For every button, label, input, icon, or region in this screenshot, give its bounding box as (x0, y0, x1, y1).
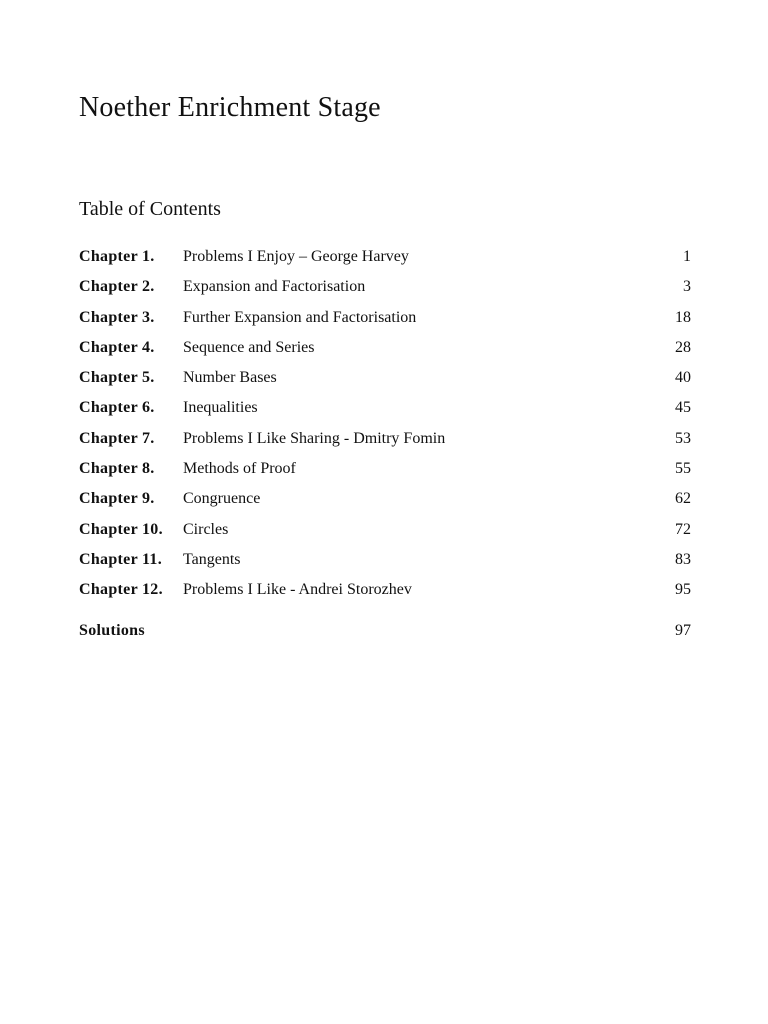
toc-page-number: 72 (675, 520, 691, 538)
toc-chapter-title: Circles (183, 520, 229, 538)
toc-page-number: 55 (675, 460, 691, 478)
toc-chapter-title: Congruence (183, 490, 261, 508)
toc-entry (79, 276, 691, 306)
toc-entry (79, 549, 691, 579)
toc-chapter-label: Chapter 7. (79, 429, 155, 447)
toc-chapter-label: Chapter 3. (79, 308, 155, 326)
toc-page-number: 95 (675, 581, 691, 599)
toc-entry (79, 246, 691, 276)
toc-page-number: 45 (675, 399, 691, 417)
toc-chapter-title: Tangents (183, 550, 241, 568)
toc-page-number: 40 (675, 369, 691, 387)
toc-chapter-label: Chapter 6. (79, 399, 155, 417)
toc-solutions-label: Solutions (79, 622, 145, 639)
table-of-contents (79, 246, 691, 610)
toc-chapter-label: Chapter 2. (79, 278, 155, 296)
page-title: Noether Enrichment Stage (79, 92, 381, 123)
toc-heading: Table of Contents (79, 198, 221, 220)
toc-page-number: 97 (675, 622, 691, 639)
toc-chapter-title: Inequalities (183, 399, 258, 417)
toc-chapter-label: Chapter 11. (79, 550, 163, 568)
toc-chapter-title: Further Expansion and Factorisation (183, 308, 417, 326)
toc-chapter-label: Chapter 8. (79, 460, 155, 478)
toc-chapter-label: Chapter 9. (79, 490, 155, 508)
toc-entry (79, 307, 691, 337)
toc-chapter-label: Chapter 12. (79, 581, 163, 599)
toc-entry (79, 397, 691, 427)
toc-page-number: 3 (683, 278, 691, 296)
toc-chapter-title: Number Bases (183, 369, 277, 387)
toc-entry (79, 488, 691, 518)
toc-page-number: 28 (675, 338, 691, 356)
toc-chapter-label: Chapter 5. (79, 369, 155, 387)
toc-page-number: 18 (675, 308, 691, 326)
toc-entry (79, 579, 691, 609)
toc-page-number: 62 (675, 490, 691, 508)
toc-chapter-title: Expansion and Factorisation (183, 278, 366, 296)
toc-entry (79, 519, 691, 549)
toc-chapter-label: Chapter 4. (79, 338, 155, 356)
toc-entry (79, 428, 691, 458)
toc-entry (79, 337, 691, 367)
toc-page-number: 1 (683, 248, 691, 265)
toc-chapter-title: Problems I Like - Andrei Storozhev (183, 581, 412, 599)
toc-solutions-entry (79, 620, 691, 642)
toc-chapter-title: Problems I Like Sharing - Dmitry Fomin (183, 429, 446, 447)
toc-entry (79, 458, 691, 488)
toc-chapter-label: Chapter 1. (79, 248, 155, 265)
toc-entry (79, 367, 691, 397)
toc-chapter-title: Methods of Proof (183, 460, 296, 478)
toc-chapter-title: Sequence and Series (183, 338, 315, 356)
toc-page-number: 83 (675, 550, 691, 568)
toc-page-number: 53 (675, 429, 691, 447)
toc-chapter-title: Problems I Enjoy – George Harvey (183, 248, 409, 265)
toc-chapter-label: Chapter 10. (79, 520, 163, 538)
